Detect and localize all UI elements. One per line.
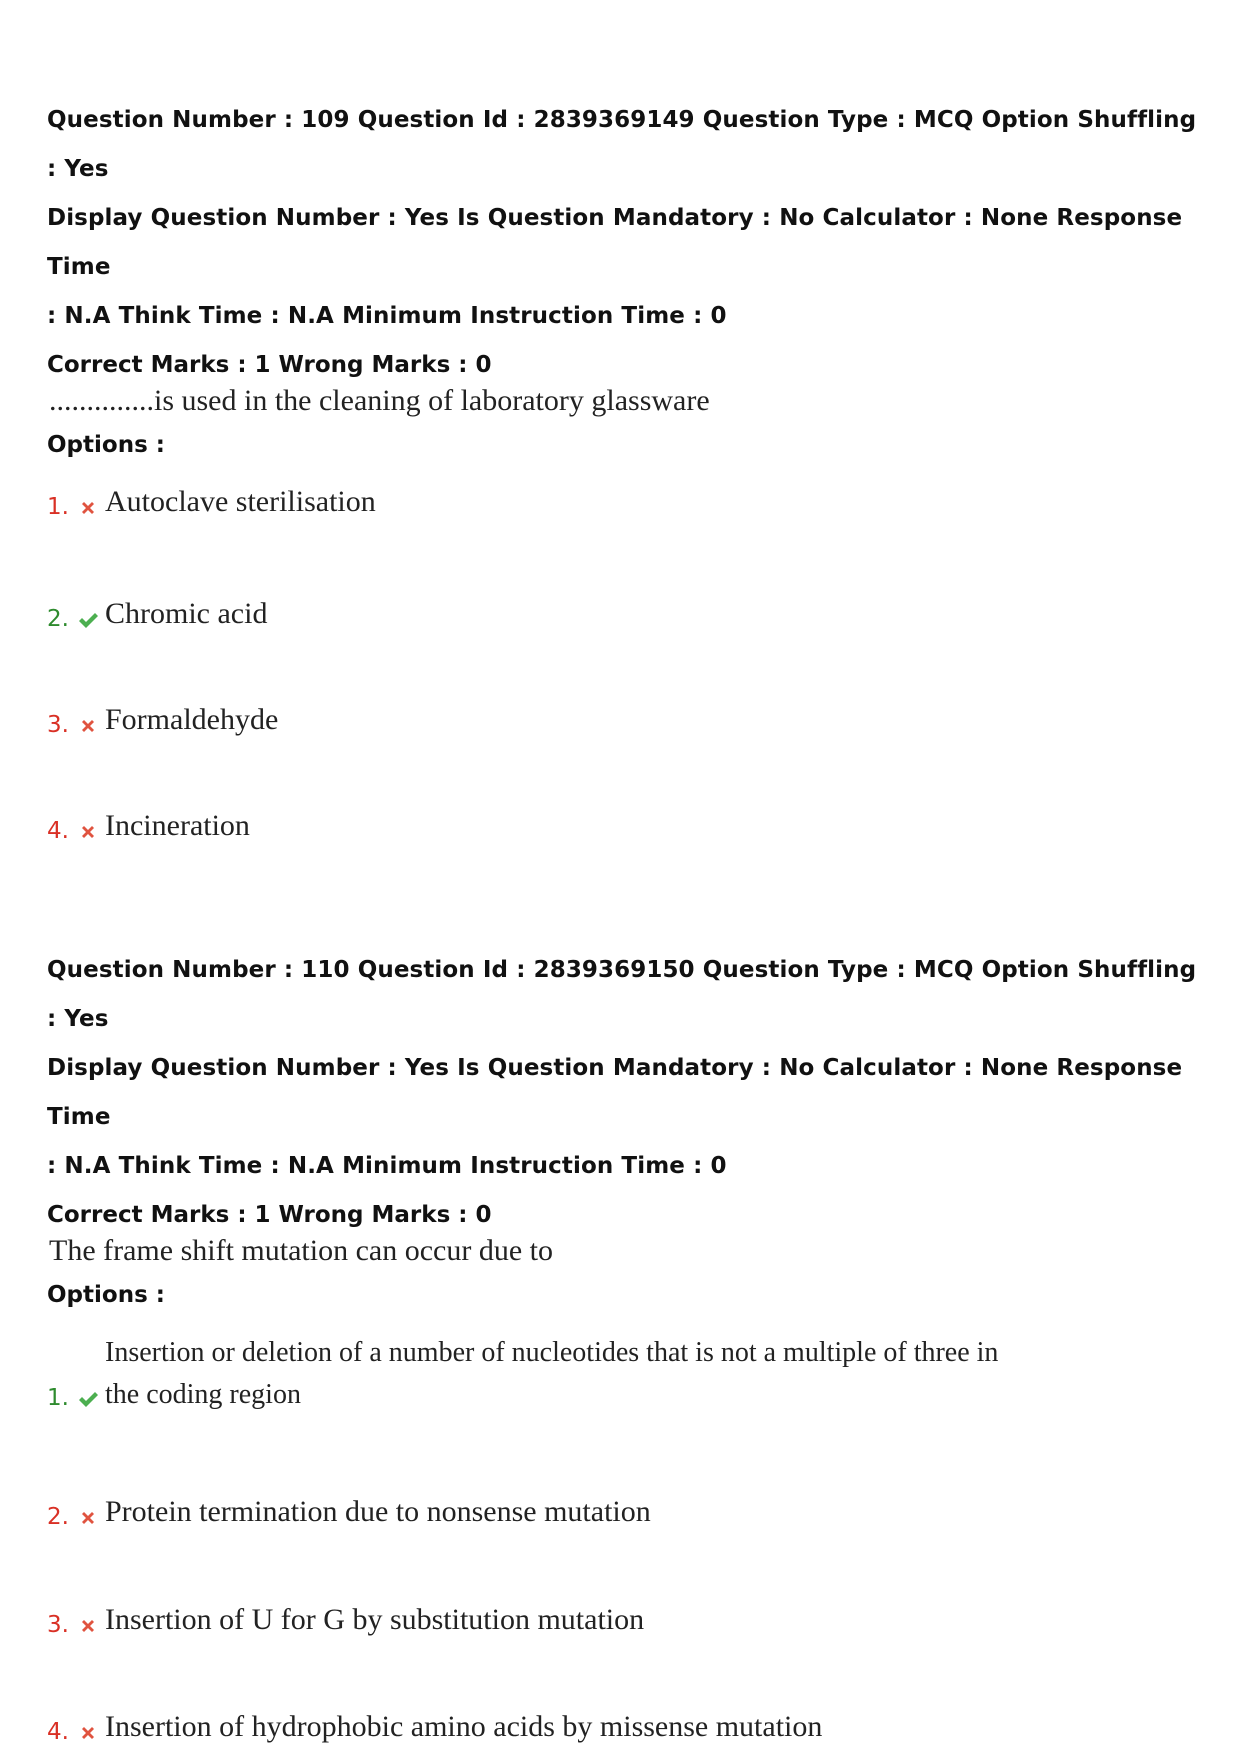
option-text: Autoclave sterilisation — [105, 485, 376, 518]
cross-icon — [77, 1615, 99, 1637]
option-item[interactable] — [47, 1493, 651, 1531]
cross-icon — [77, 715, 99, 737]
options-label: Options : — [47, 432, 165, 458]
question-block — [47, 96, 1207, 844]
options-label: Options : — [47, 1282, 165, 1308]
option-item[interactable] — [47, 1332, 1005, 1416]
option-text: Insertion or deletion of a number of nucleotides that is not a multiple of three in the coding region — [105, 1337, 999, 1410]
question-text: ..............is used in the cleaning of laboratory glassware — [49, 384, 710, 417]
question-text: The frame shift mutation can occur due to — [49, 1234, 553, 1267]
cross-icon — [77, 497, 99, 519]
option-number: 1. — [47, 1385, 69, 1411]
check-icon — [77, 1388, 99, 1410]
option-text: Chromic acid — [105, 597, 268, 630]
option-item[interactable] — [47, 595, 267, 633]
option-number: 3. — [47, 712, 69, 738]
check-icon — [77, 609, 99, 631]
option-item[interactable] — [47, 1708, 822, 1746]
option-number: 4. — [47, 818, 69, 844]
cross-icon — [77, 821, 99, 843]
option-item[interactable] — [47, 807, 250, 845]
option-item[interactable] — [47, 483, 376, 521]
question-marks: Correct Marks : 1 Wrong Marks : 0 — [47, 352, 492, 378]
option-number: 1. — [47, 494, 69, 520]
question-marks: Correct Marks : 1 Wrong Marks : 0 — [47, 1202, 492, 1228]
question-meta-line: Display Question Number : Yes Is Question Mandatory : No Calculator : None Response Time — [47, 1055, 1183, 1130]
option-text: Incineration — [105, 809, 250, 842]
cross-icon — [77, 1722, 99, 1744]
option-number: 2. — [47, 1504, 69, 1530]
option-text: Formaldehyde — [105, 703, 279, 736]
question-meta-line: : N.A Think Time : N.A Minimum Instruction Time : 0 — [47, 303, 727, 329]
option-item[interactable] — [47, 1601, 644, 1639]
question-block — [47, 946, 1207, 1745]
option-text: Protein termination due to nonsense mutation — [105, 1495, 651, 1528]
question-meta-line: Question Number : 110 Question Id : 2839369150 Question Type : MCQ Option Shuffling : Yes — [47, 957, 1197, 1032]
option-item[interactable] — [47, 701, 278, 739]
option-text: Insertion of hydrophobic amino acids by missense mutation — [105, 1710, 823, 1743]
option-number: 3. — [47, 1612, 69, 1638]
question-meta-line: : N.A Think Time : N.A Minimum Instruction Time : 0 — [47, 1153, 727, 1179]
option-number: 4. — [47, 1719, 69, 1745]
option-number: 2. — [47, 606, 69, 632]
question-meta-line: Display Question Number : Yes Is Question Mandatory : No Calculator : None Response Time — [47, 205, 1183, 280]
cross-icon — [77, 1507, 99, 1529]
question-meta-line: Question Number : 109 Question Id : 2839369149 Question Type : MCQ Option Shuffling : Yes — [47, 107, 1197, 182]
option-text: Insertion of U for G by substitution mutation — [105, 1603, 645, 1636]
